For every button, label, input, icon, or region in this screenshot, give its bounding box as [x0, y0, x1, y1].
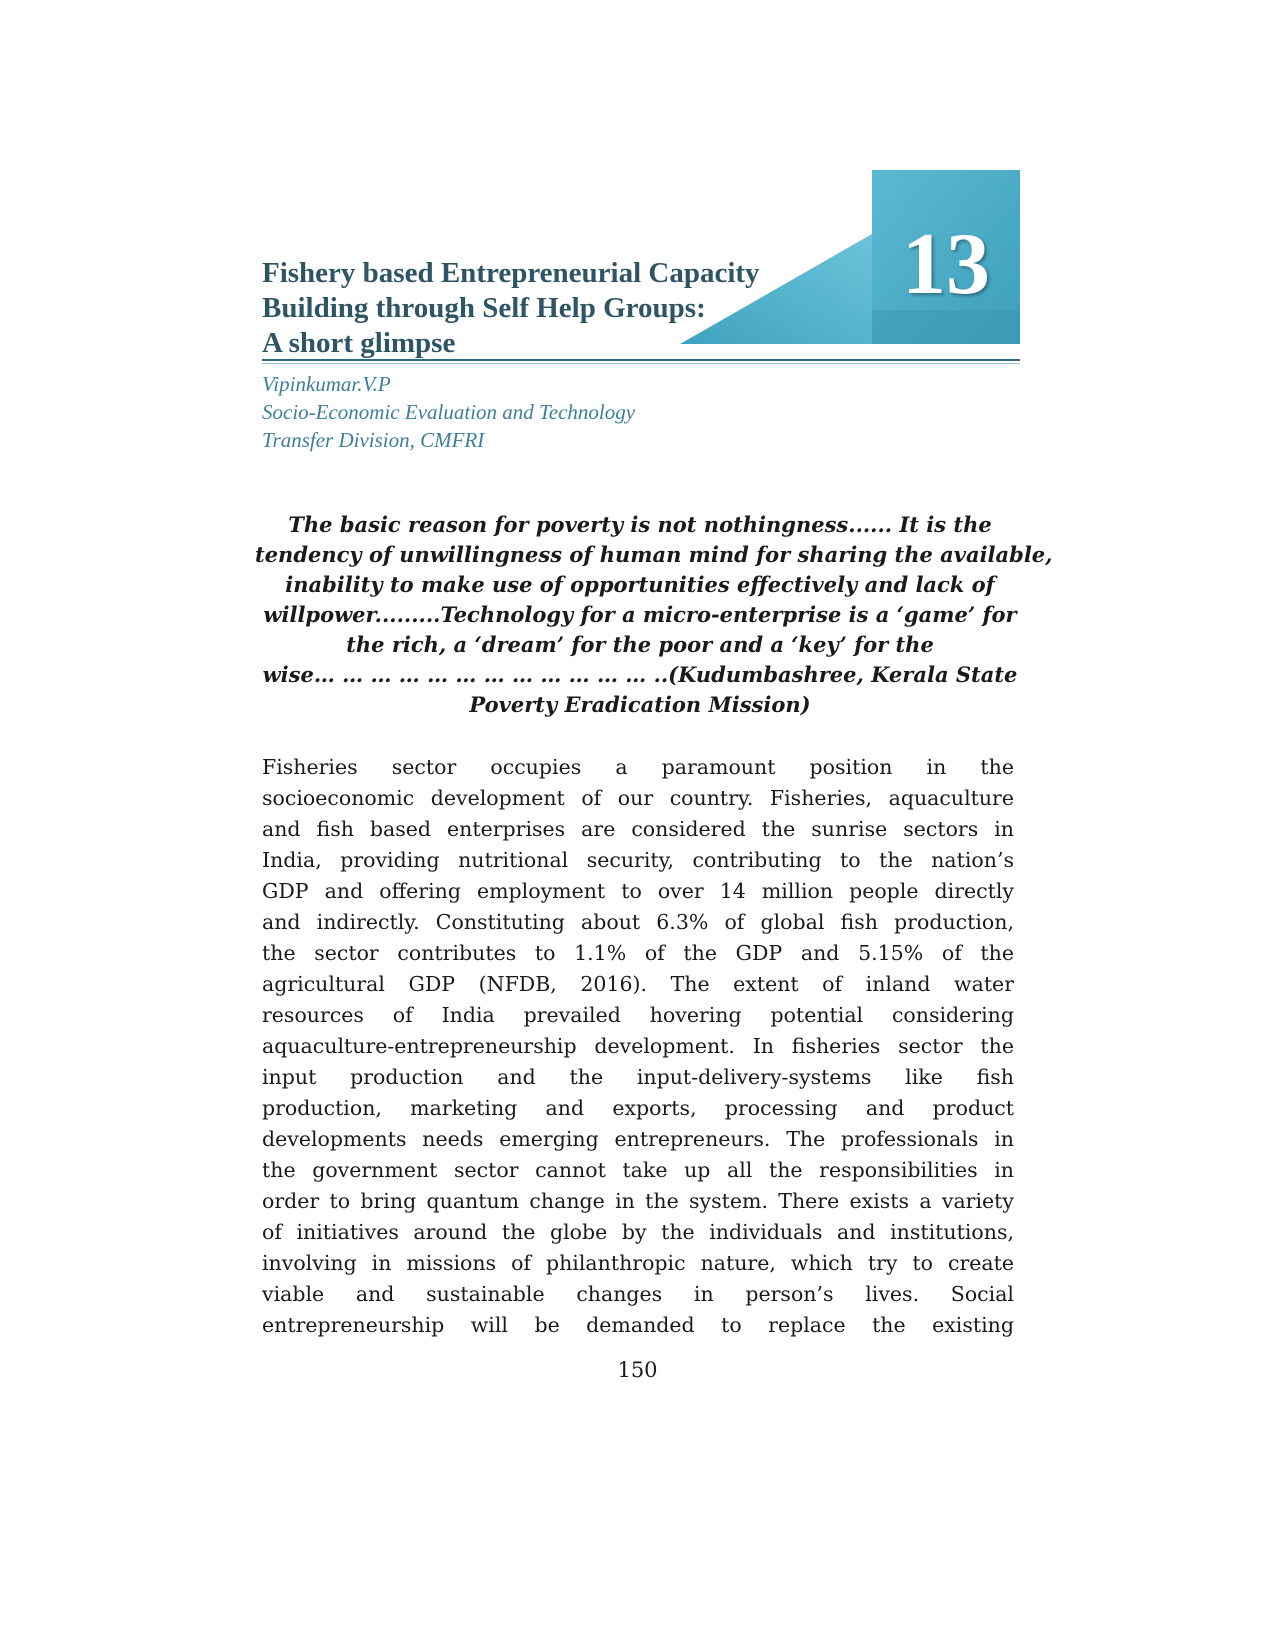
body-line: socioeconomic development of our country. Fisheries, aquaculture [262, 786, 1014, 810]
quote-line: wise… … … … … … … … … … … … ..(Kudumbashree, Kerala State [262, 662, 1018, 687]
quote-line: Poverty Eradication Mission) [469, 692, 811, 717]
body-line: Fisheries sector occupies a paramount position in the [262, 755, 1014, 779]
body-line: agricultural GDP (NFDB, 2016). The extent of inland water [262, 972, 1014, 996]
body-line: order to bring quantum change in the system. There exists a variety [262, 1189, 1014, 1213]
body-paragraph [262, 752, 1014, 1341]
body-line: input production and the input-delivery-systems like fish [262, 1065, 1014, 1089]
body-line: developments needs emerging entrepreneurs. The professionals in [262, 1127, 1014, 1151]
author-block [262, 370, 635, 454]
author-name: Vipinkumar.V.P [262, 372, 391, 396]
chapter-title-line: A short glimpse [262, 327, 456, 359]
body-line: the sector contributes to 1.1% of the GDP and 5.15% of the [262, 941, 1014, 965]
title-rule-secondary [262, 363, 1020, 364]
chapter-title [262, 256, 822, 361]
chapter-number: 13 [902, 216, 990, 313]
title-rule [262, 359, 1020, 361]
quote-line: the rich, a ‘dream’ for the poor and a ‘key’ for the [346, 632, 934, 657]
author-affiliation-line: Transfer Division, CMFRI [262, 428, 485, 452]
quote-line: inability to make use of opportunities effectively and lack of [285, 572, 995, 597]
body-line: aquaculture-entrepreneurship development. In fisheries sector the [262, 1034, 1014, 1058]
body-line: of initiatives around the globe by the individuals and institutions, [262, 1220, 1014, 1244]
author-affiliation-line: Socio-Economic Evaluation and Technology [262, 400, 636, 424]
body-line: resources of India prevailed hovering potential considering [262, 1003, 1014, 1027]
body-line: entrepreneurship will be demanded to replace the existing [262, 1313, 1014, 1337]
chapter-title-line: Fishery based Entrepreneurial Capacity [262, 257, 760, 289]
quote-line: tendency of unwillingness of human mind for sharing the available, [255, 542, 1053, 567]
body-line: the government sector cannot take up all the responsibilities in [262, 1158, 1014, 1182]
body-line: involving in missions of philanthropic nature, which try to create [262, 1251, 1014, 1275]
page-number: 150 [617, 1358, 658, 1382]
body-line: and indirectly. Constituting about 6.3% of global fish production, [262, 910, 1014, 934]
epigraph-quote [255, 510, 1053, 720]
chapter-title-line: Building through Self Help Groups: [262, 292, 706, 324]
body-line: and fish based enterprises are considered the sunrise sectors in [262, 817, 1014, 841]
body-line: GDP and offering employment to over 14 million people directly [262, 879, 1014, 903]
quote-line: The basic reason for poverty is not nothingness...... It is the [288, 512, 992, 537]
body-line: India, providing nutritional security, contributing to the nation’s [262, 848, 1014, 872]
body-line: production, marketing and exports, processing and product [262, 1096, 1014, 1120]
body-line: viable and sustainable changes in person’s lives. Social [262, 1282, 1014, 1306]
quote-line: willpower.........Technology for a micro-enterprise is a ‘game’ for [263, 602, 1017, 627]
